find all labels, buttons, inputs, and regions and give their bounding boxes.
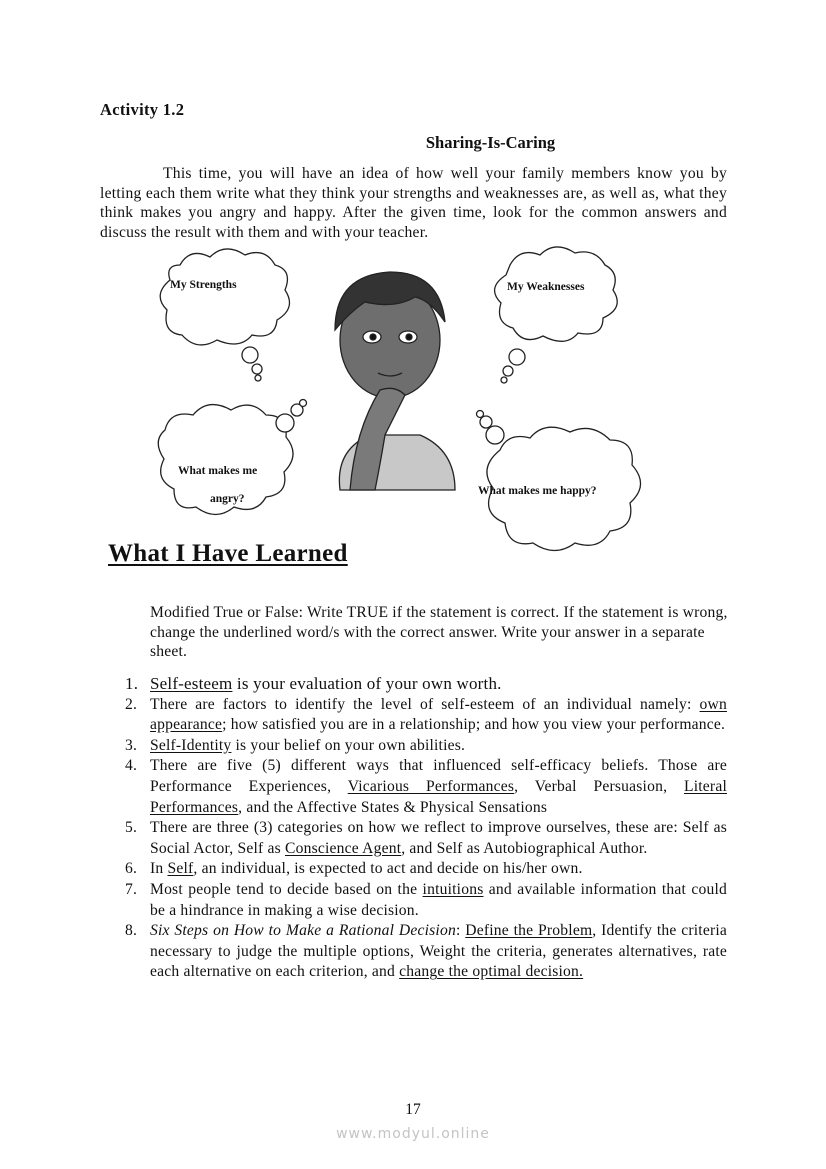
activity-intro: This time, you will have an idea of how well your family members know you by letting each them write what they think your strengths and weaknesses are, as well as, what they think makes you angry and happy. After the given time, look for the common answers and discuss the result with them and with your teacher. xyxy=(100,165,727,241)
question-text: is your belief on your own abilities. xyxy=(231,736,466,754)
question-number: 1. xyxy=(125,674,139,693)
question-number: 7. xyxy=(125,880,138,898)
section-instructions: Modified True or False: Write TRUE if the statement is correct. If the statement is wrong, change the underlined word/s with the correct answer. Write your answer in a separate sheet. xyxy=(150,604,728,661)
question-item xyxy=(125,674,727,695)
question-item xyxy=(125,736,727,757)
section-title: What I Have Learned xyxy=(108,540,348,567)
question-text: There are factors to identify the level of self-esteem of an individual namely: xyxy=(150,695,700,713)
question-text: , Verbal Persuasion, xyxy=(514,777,685,795)
question-item xyxy=(125,695,727,736)
underlined-term: Define the Problem xyxy=(465,922,593,940)
underlined-term: change the optimal decision. xyxy=(399,963,584,981)
question-text: , Identify the criteria necessary to judge the multiple options, Weight the criteria, generates alternatives, rate each alternative on each criterion, and xyxy=(150,922,728,981)
underlined-term: Conscience Agent xyxy=(285,839,402,857)
question-number: 4. xyxy=(125,757,138,775)
question-text: ; how satisfied you are in a relationship; and how you view your performance. xyxy=(222,716,726,734)
strengths-label: My Strengths xyxy=(170,279,237,291)
italic-text: Six Steps on How to Make a Rational Decision xyxy=(150,922,456,940)
question-number: 3. xyxy=(125,736,138,754)
question-item xyxy=(125,818,727,859)
question-text: , and Self as Autobiographical Author. xyxy=(401,839,648,857)
question-item xyxy=(125,756,727,818)
strengths-cloud-icon xyxy=(160,249,289,381)
page-number: 17 xyxy=(405,1101,421,1118)
question-text: , an individual, is expected to act and decide on his/her own. xyxy=(193,860,583,878)
question-number: 8. xyxy=(125,922,138,940)
question-text: In xyxy=(150,860,168,878)
underlined-term: Self-Identity xyxy=(150,736,232,754)
underlined-term: Self-esteem xyxy=(150,674,233,693)
angry-label-line2: angry? xyxy=(210,493,245,505)
weaknesses-cloud-icon xyxy=(495,247,618,383)
underlined-term: intuitions xyxy=(422,880,484,898)
underlined-term: Self xyxy=(167,860,194,878)
underlined-term: own appearance xyxy=(150,695,727,734)
question-text: , and the Affective States & Physical Sensations xyxy=(238,798,548,816)
underlined-term: Literal Performances xyxy=(150,777,727,816)
question-list xyxy=(125,674,727,983)
question-text: Most people tend to decide based on the xyxy=(150,880,423,898)
weaknesses-label: My Weaknesses xyxy=(507,281,585,293)
question-number: 6. xyxy=(125,860,138,878)
question-item xyxy=(125,921,727,983)
thinking-boy-icon xyxy=(335,272,455,490)
question-text: : xyxy=(455,922,466,940)
happy-label: What makes me happy? xyxy=(478,485,597,497)
question-item xyxy=(125,859,727,880)
question-text: is your evaluation of your own worth. xyxy=(232,674,502,693)
question-item xyxy=(125,880,727,921)
question-text: and available information that could be a hindrance in making a wise decision. xyxy=(150,880,727,919)
happy-cloud-icon xyxy=(477,411,641,551)
thought-clouds-illustration xyxy=(140,245,660,590)
watermark: www.modyul.online xyxy=(336,1126,490,1142)
question-number: 5. xyxy=(125,819,138,837)
activity-label: Activity 1.2 xyxy=(100,100,185,119)
angry-label-line1: What makes me xyxy=(178,465,258,477)
underlined-term: Vicarious Performances xyxy=(347,777,515,795)
question-text: There are three (3) categories on how we reflect to improve ourselves, these are: Self as Social Actor, Self as xyxy=(150,819,727,857)
question-number: 2. xyxy=(125,695,138,713)
activity-title: Sharing-Is-Caring xyxy=(425,133,556,152)
question-text: There are five (5) different ways that influenced self-efficacy beliefs. Those are Performance Experiences, xyxy=(150,757,727,795)
